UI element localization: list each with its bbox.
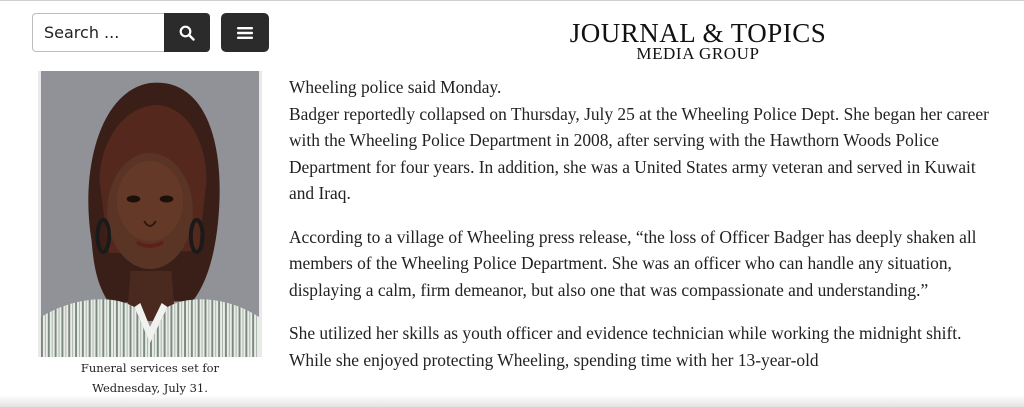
bottom-shadow [0, 395, 1024, 407]
article-body [289, 74, 1001, 390]
search-form [32, 13, 210, 52]
hamburger-menu-icon [237, 26, 253, 40]
logo-title: JOURNAL & TOPICS [569, 18, 827, 48]
search-input[interactable] [32, 13, 164, 52]
menu-button[interactable] [221, 13, 269, 52]
photo-caption: Funeral services set for Wednesday, July 31. [80, 361, 220, 395]
search-button[interactable] [164, 13, 210, 52]
article-paragraph: Badger reportedly collapsed on Thursday, July 25 at the Wheeling Police Dept. She began her career with the Wheeling Police Department in 2008, after serving with the Hawthorn Woods Police Department for four years. In addition, she was a United States army veteran and served in Kuwait and Iraq. [289, 103, 989, 203]
top-divider [0, 0, 1024, 1]
article-paragraph: She utilized her skills as youth officer and evidence technician while working the midnight shift. While she enjoyed protecting Wheeling, spending time with her 13-year-old [289, 323, 962, 370]
search-icon [179, 25, 195, 41]
officer-portrait-photo [38, 71, 262, 357]
article-figure [38, 71, 262, 398]
logo-subtitle: MEDIA GROUP [636, 44, 760, 63]
site-logo[interactable] [540, 20, 856, 62]
article-paragraph: Wheeling police said Monday. [289, 77, 502, 97]
article-paragraph: According to a village of Wheeling press release, “the loss of Officer Badger has deeply shaken all members of the Wheeling Police Department. She was an officer who can handle any situation, displaying a calm, firm demeanor, but also one that was compassionate and understanding.” [289, 226, 977, 300]
